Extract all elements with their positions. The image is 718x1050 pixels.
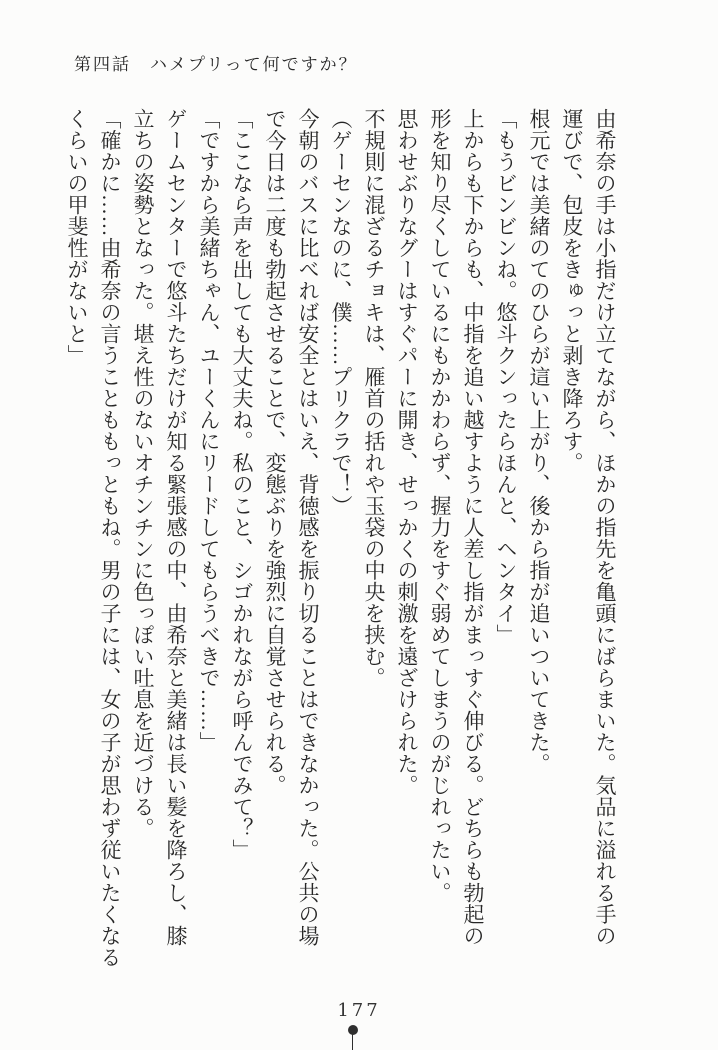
text-line: 「ですから美緒ちゃん、ユーくんにリードしてもらうべきで……」 [197,108,221,753]
text-line: 不規則に混ざるチョキは、雁首の括れや玉袋の中央を挟む。 [362,108,386,689]
text-line: （ゲーセンなのに、僕……プリクラで！） [329,108,353,517]
binding-mark-line [352,1033,353,1050]
binding-mark-dot [348,1025,358,1035]
chapter-header: 第四話 ハメプリって何ですか？ [74,55,358,74]
text-line: 形を知り尽くしているにもかかわらず、握力をすぐ弱めてしまうのがじれったい。 [428,108,452,904]
text-line: くらいの甲斐性がないと」 [65,108,89,366]
page-number: 177 [337,1000,381,1021]
text-line: 運びで、包皮をきゅっと剥き降ろす。 [560,108,584,474]
text-line: 「ここなら声を出しても大丈夫ね。私のこと、シゴかれながら呼んでみて？」 [230,108,254,861]
body-text-block [60,108,621,992]
text-line: 由希奈の手は小指だけ立てながら、ほかの指先を亀頭にばらまいた。気品に溢れる手の [593,108,617,947]
text-line: で今日は二度も勃起させることで、変態ぶりを強烈に自覚させられる。 [263,108,287,796]
text-line: 立ちの姿勢となった。堪え性のないオチンチンに色っぽい吐息を近づける。 [131,108,155,839]
text-line: 根元では美緒のてのひらが這い上がり、後から指が追いついてきた。 [527,108,551,775]
text-line: 「確かに……由希奈の言うことももっともね。男の子には、女の子が思わず従いたくなる [98,108,122,968]
text-line: 「もうビンビンね。悠斗クンったらほんと、ヘンタイ」 [494,108,518,646]
text-line: 思わせぶりなグーはすぐパーに開き、せっかくの刺激を遠ざけられた。 [395,108,419,796]
text-line: 今朝のバスに比べれば安全とはいえ、背徳感を振り切ることはできなかった。公共の場 [296,108,320,947]
text-line: 上からも下からも、中指を追い越すように人差し指がまっすぐ伸びる。どちらも勃起の [461,108,485,947]
text-line: ゲームセンターで悠斗たちだけが知る緊張感の中、由希奈と美緒は長い髪を降ろし、膝 [164,108,188,947]
